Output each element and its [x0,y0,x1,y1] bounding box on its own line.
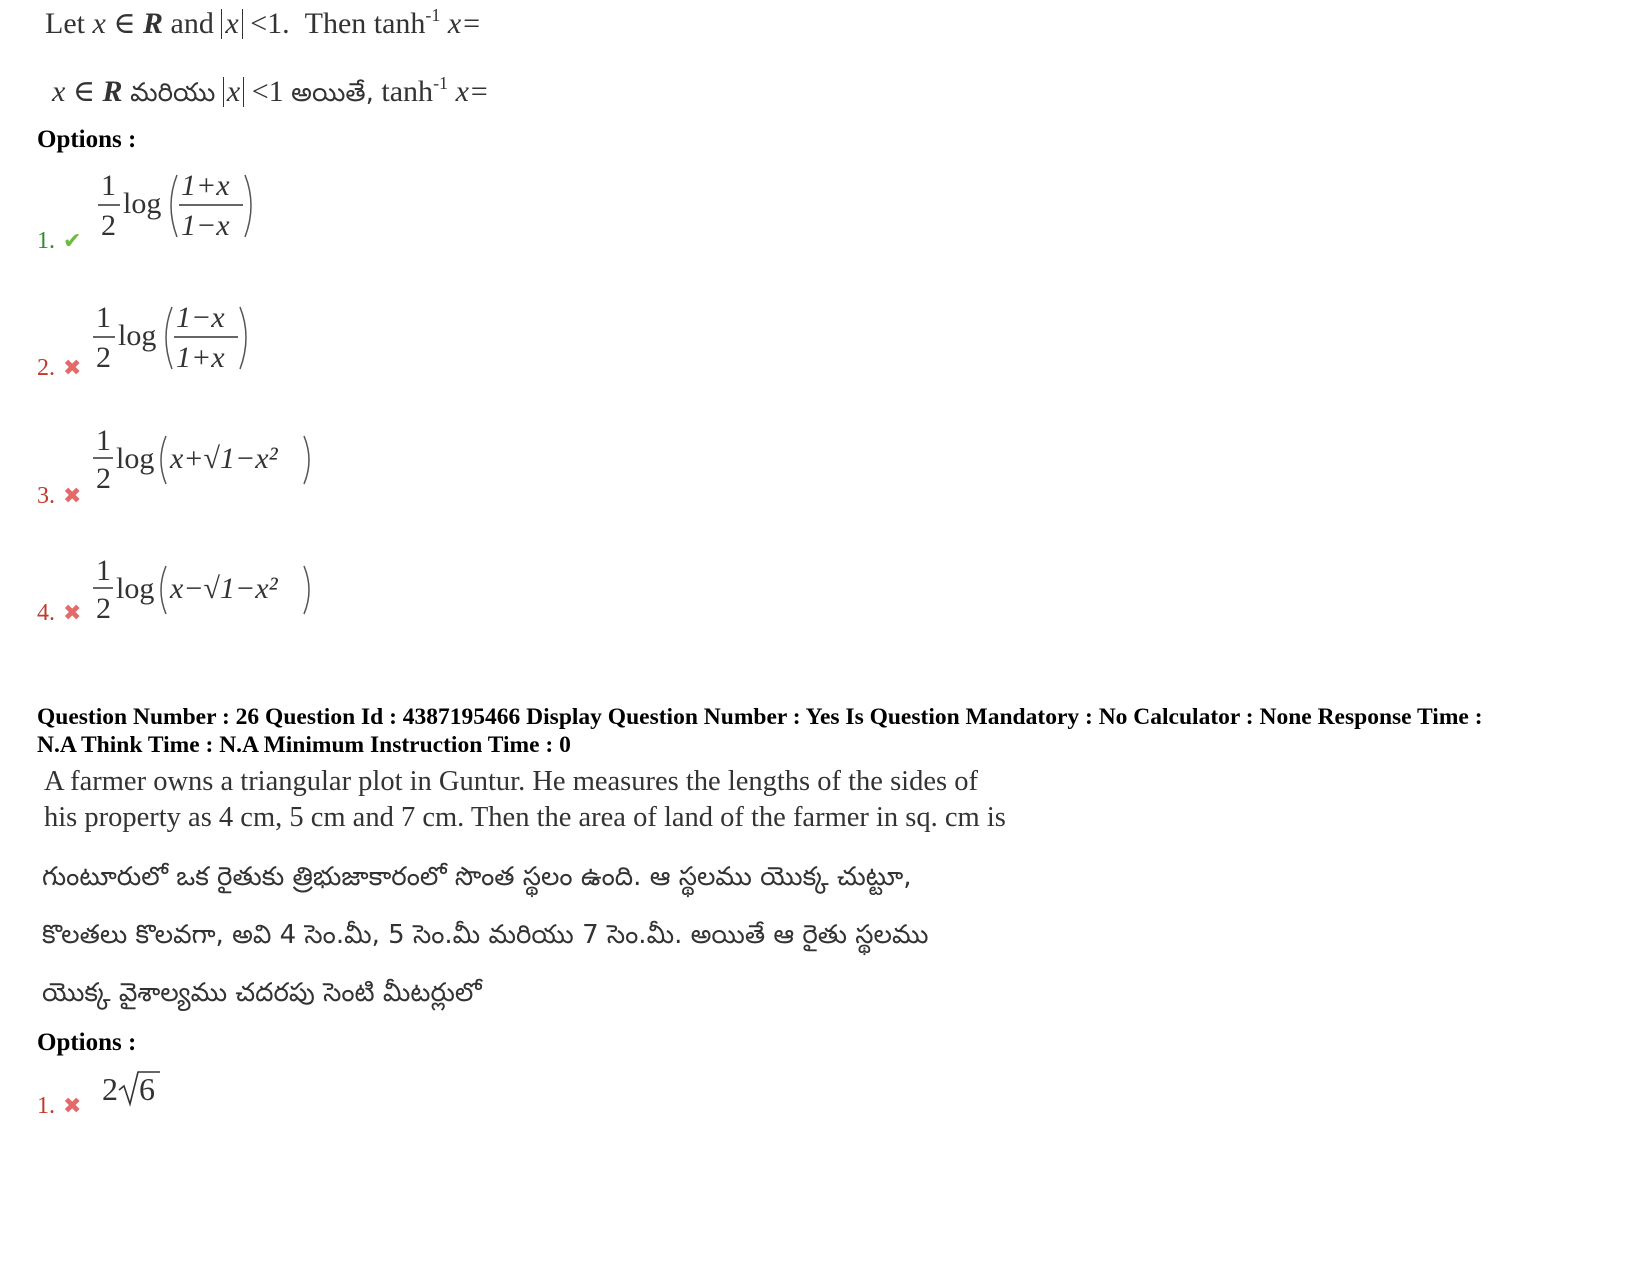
check-icon: ✔ [63,229,82,254]
tanh-function: tanh [373,7,426,40]
log-argument: x−√1−x² [170,572,278,605]
q25-option-4-formula [90,552,330,632]
abs-x: x [223,77,244,107]
q25-option-2-formula [90,297,265,379]
telugu-word-and: మరియు [130,78,216,108]
symbol-in: ∈ [72,75,96,108]
log-label: log [116,442,155,475]
question-meta-line-1: Question Number : 26 Question Id : 4387195466 Display Question Number : Yes Is Question Mandatory : No Calculator : None Response Time : [37,704,1483,730]
fraction-numerator: 1 [101,169,116,202]
log-argument: x+√1−x² [170,442,278,475]
q25-option-3-formula [90,422,330,502]
fraction-denominator: 2 [96,592,111,625]
symbol-in: ∈ [113,7,136,40]
q25-statement-en [45,6,481,41]
q26-options-heading: Options : [37,1029,137,1056]
left-paren [166,307,172,369]
abs-x: x [221,9,242,39]
set-R: R [143,7,164,40]
telugu-line-2: కొలతలు కొలవగా, అవి 4 సెం.మీ, 5 సెం.మీ మరియు 7 సెం.మీ. అయితే ఆ రైతు స్థలము [42,920,929,950]
left-paren [161,436,166,484]
coefficient: 2 [102,1071,118,1107]
option-number: 1. [37,228,55,254]
radicand: 6 [139,1071,155,1107]
statement-line-1: A farmer owns a triangular plot in Guntur. He measures the lengths of the sides of [44,766,978,797]
inner-numerator: 1−x [176,301,225,334]
inner-denominator: 1+x [176,341,225,374]
cross-icon: ✖ [63,601,82,626]
q25-options-heading: Options : [37,126,137,153]
fraction-numerator: 1 [96,301,111,334]
option-number: 3. [37,483,55,509]
fraction-numerator: 1 [96,424,111,457]
inner-denominator: 1−x [181,209,230,242]
option-number: 4. [37,600,55,626]
word-then: Then [304,7,367,40]
right-paren [245,175,251,237]
x-equals: x= [447,7,482,40]
q25-option-1-formula [95,165,270,247]
cross-icon: ✖ [63,484,82,509]
q26-option-1-formula [100,1066,180,1112]
question-meta-line-2: N.A Think Time : N.A Minimum Instruction Time : 0 [37,732,571,758]
x-equals: x= [455,75,490,108]
log-label: log [116,572,155,605]
left-paren [171,175,177,237]
q25-option-1-marker [37,228,81,255]
q26-meta [37,703,1617,759]
fraction-denominator: 2 [96,462,111,495]
right-paren [304,436,309,484]
statement-line-2: his property as 4 cm, 5 cm and 7 cm. Then the area of land of the farmer in sq. cm is [44,802,1006,833]
word-and: and [170,7,214,40]
right-paren [240,307,246,369]
cross-icon: ✖ [63,356,82,381]
fraction-denominator: 2 [101,209,116,242]
inner-numerator: 1+x [181,169,230,202]
q26-option-1-marker [37,1093,81,1120]
word-let: Let [45,7,85,40]
q26-statement-en [44,764,1006,836]
q26-statement-te [42,848,928,1022]
var-x: x [52,75,66,108]
q25-statement-te [52,74,489,114]
left-paren [161,566,166,614]
telugu-line-1: గుంటూరులో ఒక రైతుకు త్రిభుజాకారంలో సొంత స్థలం ఉంది. ఆ స్థలము యొక్క చుట్టూ, [42,862,912,892]
q25-option-4-marker [37,600,81,627]
telugu-line-3: యొక్క వైశాల్యము చదరపు సెంటి మీటర్లులో [42,978,482,1008]
var-x: x [92,7,106,40]
tanh-function: tanh [381,75,434,108]
less-than-one: <1 [251,75,284,108]
inverse-superscript: -1 [425,5,441,25]
q25-option-3-marker [37,483,81,510]
fraction-denominator: 2 [96,341,111,374]
set-R: R [102,75,123,108]
q25-option-2-marker [37,355,81,382]
telugu-word-then: అయితే, [291,78,374,108]
right-paren [304,566,309,614]
log-label: log [123,187,162,220]
cross-icon: ✖ [63,1094,82,1119]
log-label: log [118,319,157,352]
fraction-numerator: 1 [96,554,111,587]
option-number: 2. [37,355,55,381]
option-number: 1. [37,1093,55,1119]
inverse-superscript: -1 [433,73,449,93]
less-than-one: <1. [250,7,290,40]
